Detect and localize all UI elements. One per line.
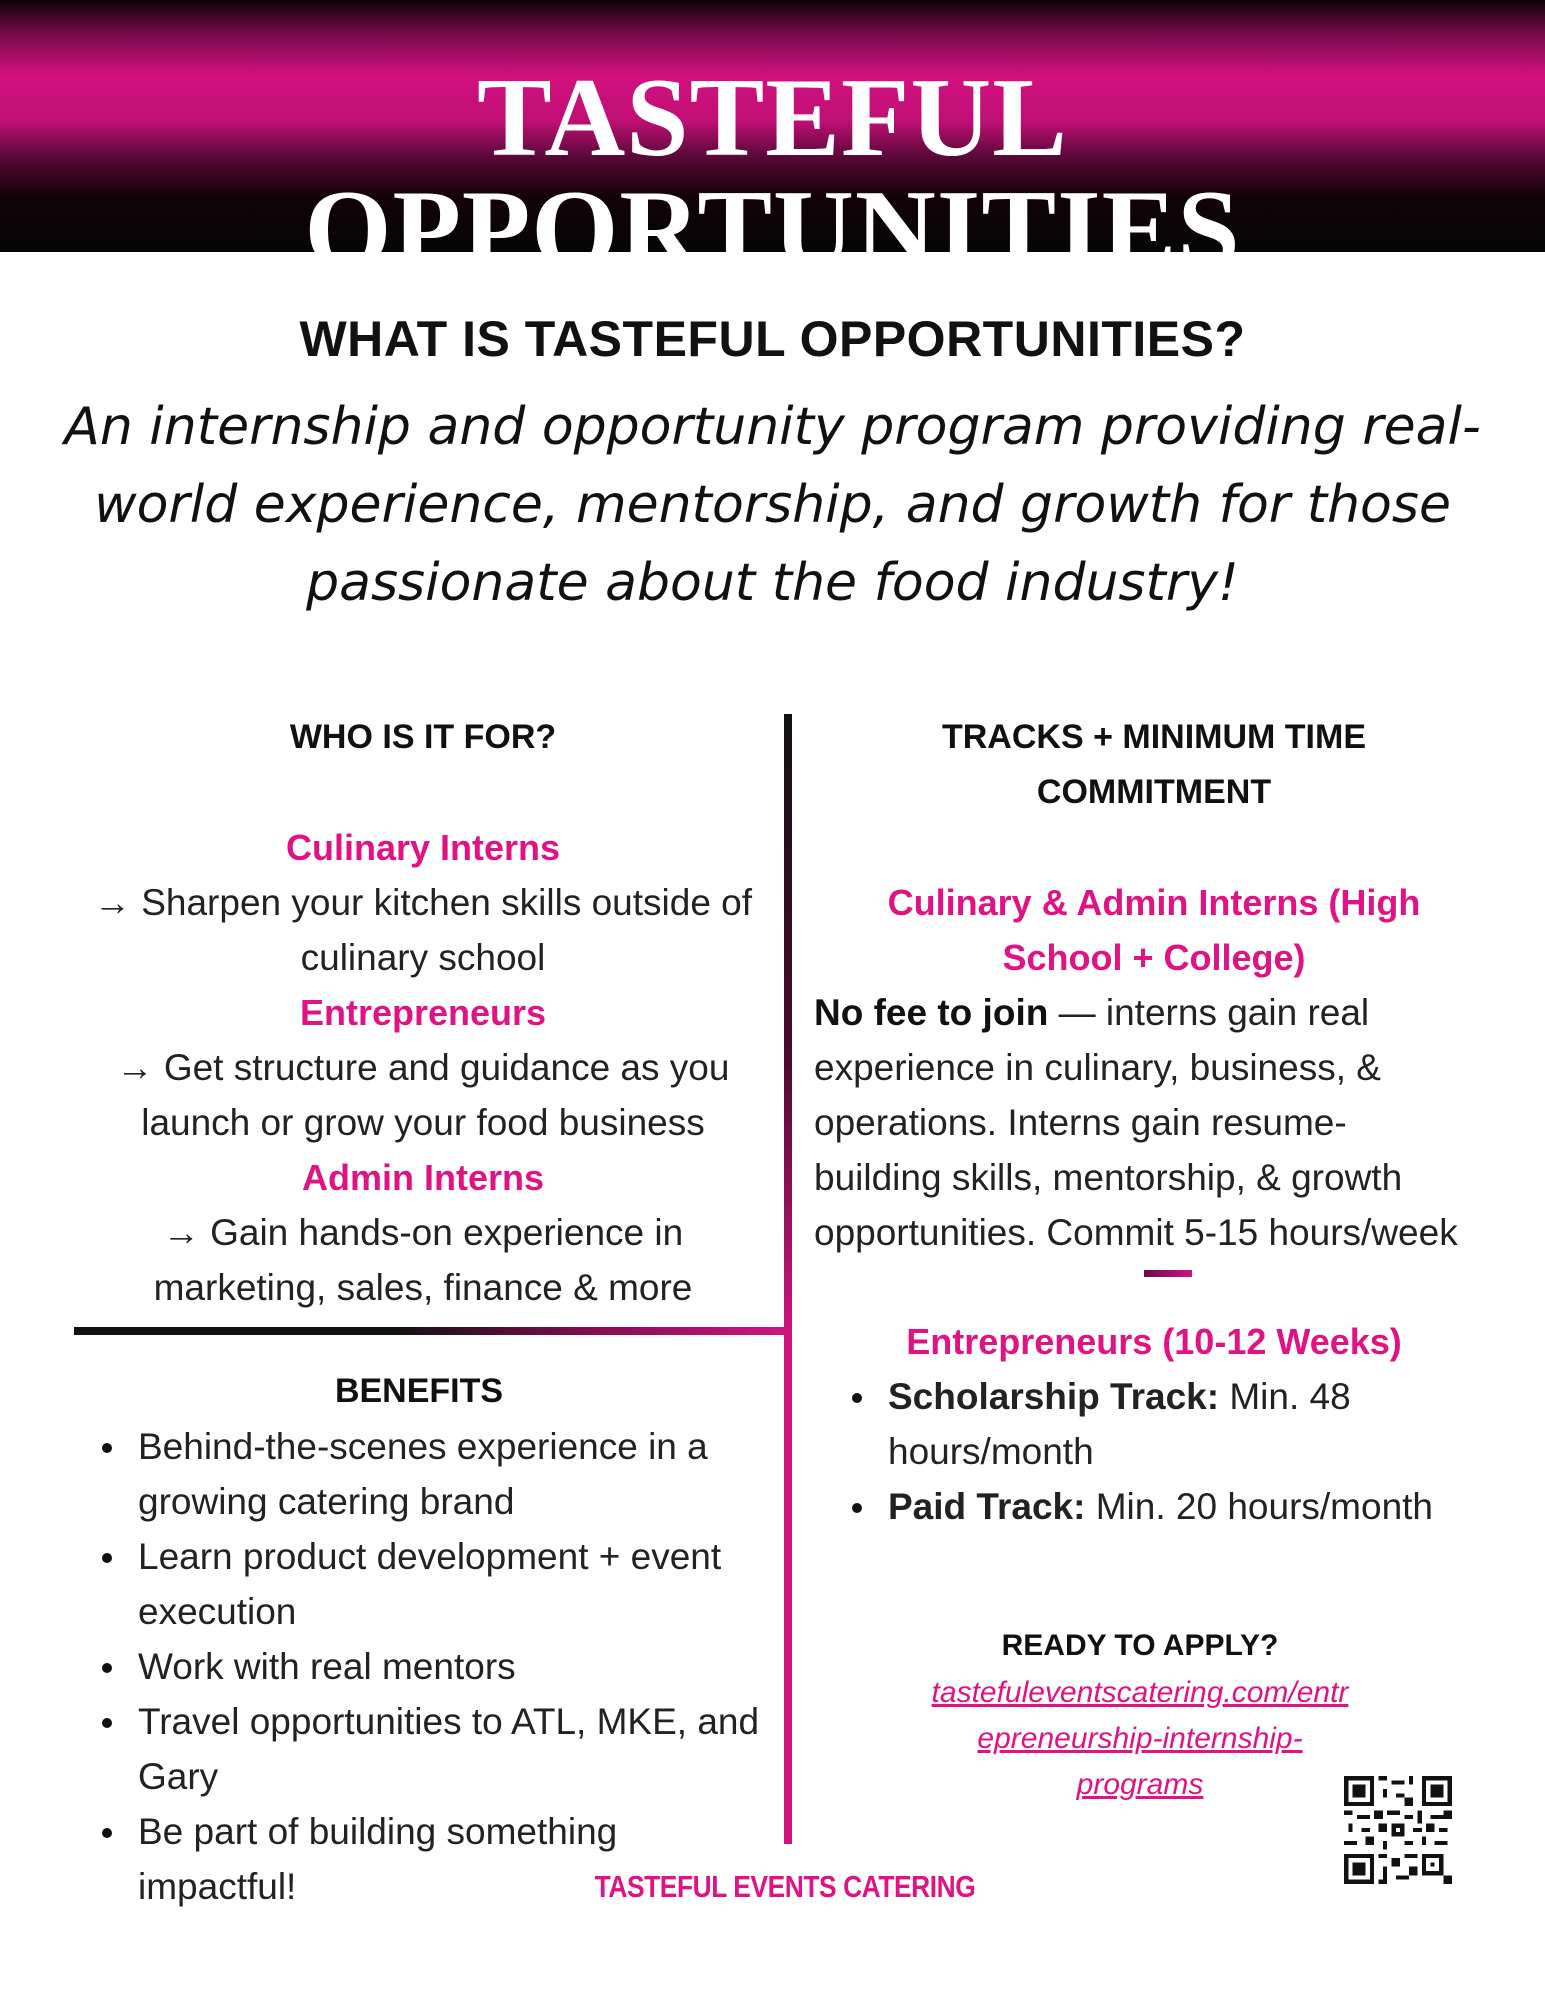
intro-line: passionate about the food industry! xyxy=(306,553,1239,613)
entrepreneur-track-list xyxy=(834,1369,1494,1534)
track-item: Scholarship Track: Min. 48 hours/month xyxy=(834,1369,1494,1479)
group-title-entrepreneurs: Entrepreneurs xyxy=(299,992,547,1033)
benefits-heading: BENEFITS xyxy=(334,1372,504,1410)
section-dash xyxy=(1144,1270,1192,1277)
apply-section xyxy=(860,1622,1420,1808)
tracks-heading: TRACKS + MINIMUM TIME COMMITMENT xyxy=(941,718,1367,811)
tracks-section xyxy=(814,710,1494,1260)
footer-brand: TASTEFUL EVENTS CATERING xyxy=(594,1869,976,1904)
entrepreneur-track xyxy=(814,1314,1494,1534)
horizontal-divider xyxy=(74,1327,786,1335)
header-banner xyxy=(0,0,1545,292)
benefit-item: Travel opportunities to ATL, MKE, and Gary xyxy=(84,1694,774,1804)
apply-link[interactable]: tastefuleventscatering.com/entr epreneurship-internship- programs xyxy=(931,1676,1349,1801)
group-line: → Get structure and guidance as you xyxy=(116,1047,730,1088)
benefits-section xyxy=(84,1364,774,1914)
benefit-item: Behind-the-scenes experience in a growing catering brand xyxy=(84,1419,774,1529)
benefit-item: Work with real mentors xyxy=(84,1639,774,1694)
group-title-culinary: Culinary Interns xyxy=(285,827,561,868)
entrepreneur-track-title: Entrepreneurs (10-12 Weeks) xyxy=(906,1321,1402,1362)
intro-line: An internship and opportunity program providing real- xyxy=(64,397,1481,457)
group-line: → Sharpen your kitchen skills outside of xyxy=(93,882,753,923)
qr-code-icon xyxy=(1344,1776,1452,1884)
vertical-divider xyxy=(784,714,792,1844)
intro-line: world experience, mentorship, and growth for those xyxy=(94,475,1451,535)
benefit-item: Be part of building something impactful! xyxy=(84,1804,774,1914)
interns-track-title: Culinary & Admin Interns (High School + College) xyxy=(887,882,1421,978)
intro-description xyxy=(60,388,1485,622)
benefit-item: Learn product development + event execution xyxy=(84,1529,774,1639)
group-line: culinary school xyxy=(300,937,546,978)
benefits-list xyxy=(84,1419,774,1914)
interns-track-description: No fee to join — interns gain real experience in culinary, business, & operations. Interns gain resume- building skills, mentorship, & growth opportunities. Commit 5-15 hours/week xyxy=(814,992,1458,1253)
who-heading: WHO IS IT FOR? xyxy=(289,718,557,756)
group-line: marketing, sales, finance & more xyxy=(153,1267,693,1308)
who-section xyxy=(70,710,776,1315)
group-line: launch or grow your food business xyxy=(141,1102,705,1143)
page-title: TASTEFUL OPPORTUNITIES xyxy=(304,56,1241,292)
group-title-admin: Admin Interns xyxy=(301,1157,544,1198)
intro-question: WHAT IS TASTEFUL OPPORTUNITIES? xyxy=(299,311,1246,367)
group-line: → Gain hands-on experience in xyxy=(162,1212,684,1253)
apply-heading: READY TO APPLY? xyxy=(1001,1629,1279,1662)
track-item: Paid Track: Min. 20 hours/month xyxy=(834,1479,1494,1534)
